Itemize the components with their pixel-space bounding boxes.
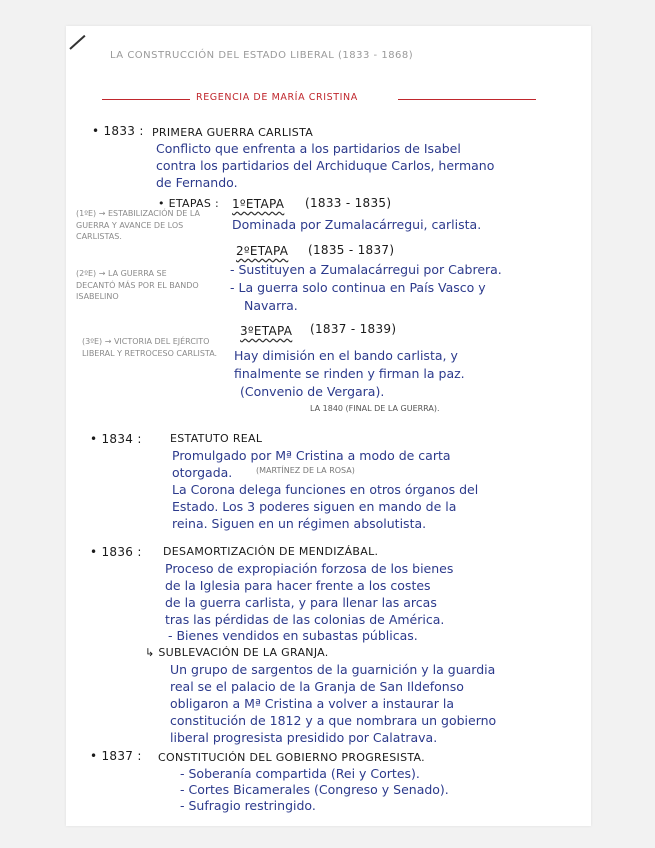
granja-desc-line: constitución de 1812 y a que nombrara un gobierno bbox=[170, 713, 497, 728]
item-1837: - Soberanía compartida (Rei y Cortes). bbox=[180, 766, 420, 781]
page-title: LA CONSTRUCCIÓN DEL ESTADO LIBERAL (1833 - 1868) bbox=[110, 50, 414, 61]
desc-1833-line: de Fernando. bbox=[156, 175, 238, 190]
side-note-etapa2: (2ºE) → LA GUERRA SE DECANTÓ MÁS POR EL BANDO ISABELINO bbox=[76, 269, 199, 301]
heading-1837: CONSTITUCIÓN DEL GOBIERNO PROGRESISTA. bbox=[158, 751, 425, 764]
etapa3-text-line: Hay dimisión en el bando carlista, y bbox=[234, 348, 458, 363]
etapas-label: • ETAPAS : bbox=[158, 197, 219, 210]
sub-heading-granja: ↳ SUBLEVACIÓN DE LA GRANJA. bbox=[145, 646, 329, 659]
etapa3-dates: (1837 - 1839) bbox=[310, 322, 397, 336]
side-note-etapa3: (3ºE) → VICTORIA DEL EJÉRCITO LIBERAL Y RETROCESO CARLISTA. bbox=[82, 337, 218, 358]
side-note-etapa1: (1ºE) → ESTABILIZACIÓN DE LA GUERRA Y AVANCE DE LOS CARLISTAS. bbox=[76, 209, 200, 241]
etapa2-text-line: - Sustituyen a Zumalacárregui por Cabrera. bbox=[230, 262, 502, 277]
etapa1-dates: (1833 - 1835) bbox=[305, 196, 392, 210]
etapa2-title: 2ºETAPA bbox=[236, 244, 289, 258]
war-end-note: LA 1840 (FINAL DE LA GUERRA). bbox=[310, 404, 440, 413]
heading-1836: DESAMORTIZACIÓN DE MENDIZÁBAL. bbox=[163, 545, 379, 558]
section-rule-left bbox=[102, 99, 190, 100]
etapa3-title: 3ºETAPA bbox=[240, 324, 293, 338]
desc-1836-line: - Bienes vendidos en subastas públicas. bbox=[168, 628, 418, 643]
desc-1834-line: La Corona delega funciones en otros órganos del bbox=[172, 482, 479, 497]
granja-desc-line: real se el palacio de la Granja de San Ildefonso bbox=[170, 679, 464, 694]
desc-1836-line: Proceso de expropiación forzosa de los bienes bbox=[165, 561, 454, 576]
desc-1833-line: contra los partidarios del Archiduque Carlos, hermano bbox=[156, 158, 495, 173]
desc-1836-line: tras las pérdidas de las colonias de América. bbox=[165, 612, 445, 627]
etapa1-title: 1ºETAPA bbox=[232, 197, 285, 211]
desc-1834-line: reina. Siguen en un régimen absolutista. bbox=[172, 516, 427, 531]
year-1833: • 1833 : bbox=[92, 124, 144, 138]
heading-1834: ESTATUTO REAL bbox=[170, 432, 263, 445]
granja-desc-line: obligaron a Mª Cristina a volver a instaurar la bbox=[170, 696, 455, 711]
desc-1834-line: otorgada. bbox=[172, 465, 233, 480]
year-1834: • 1834 : bbox=[90, 432, 142, 446]
etapa3-text-line: (Convenio de Vergara). bbox=[240, 384, 385, 399]
etapa2-text-line: Navarra. bbox=[244, 298, 298, 313]
year-1836: • 1836 : bbox=[90, 545, 142, 559]
year-1837: • 1837 : bbox=[90, 749, 142, 763]
section-rule-right bbox=[398, 99, 536, 100]
author-note-1834: (MARTÍNEZ DE LA ROSA) bbox=[256, 466, 355, 475]
desc-1834-line: Promulgado por Mª Cristina a modo de carta bbox=[172, 448, 451, 463]
granja-desc-line: liberal progresista presidido por Calatrava. bbox=[170, 730, 438, 745]
etapa3-text-line: finalmente se rinden y firman la paz. bbox=[234, 366, 465, 381]
etapa1-text: Dominada por Zumalacárregui, carlista. bbox=[232, 217, 482, 232]
etapa2-dates: (1835 - 1837) bbox=[308, 243, 395, 257]
item-1837: - Sufragio restringido. bbox=[180, 798, 316, 813]
desc-1836-line: de la guerra carlista, y para llenar las arcas bbox=[165, 595, 437, 610]
desc-1834-line: Estado. Los 3 poderes siguen en mando de la bbox=[172, 499, 457, 514]
desc-1833-line: Conflicto que enfrenta a los partidarios de Isabel bbox=[156, 141, 461, 156]
granja-desc-line: Un grupo de sargentos de la guarnición y la guardia bbox=[170, 662, 496, 677]
heading-1833: PRIMERA GUERRA CARLISTA bbox=[152, 126, 314, 139]
desc-1836-line: de la Iglesia para hacer frente a los costes bbox=[165, 578, 431, 593]
item-1837: - Cortes Bicamerales (Congreso y Senado). bbox=[180, 782, 449, 797]
section-heading: REGENCIA DE MARÍA CRISTINA bbox=[196, 92, 358, 103]
etapa2-text-line: - La guerra solo continua en País Vasco y bbox=[230, 280, 486, 295]
